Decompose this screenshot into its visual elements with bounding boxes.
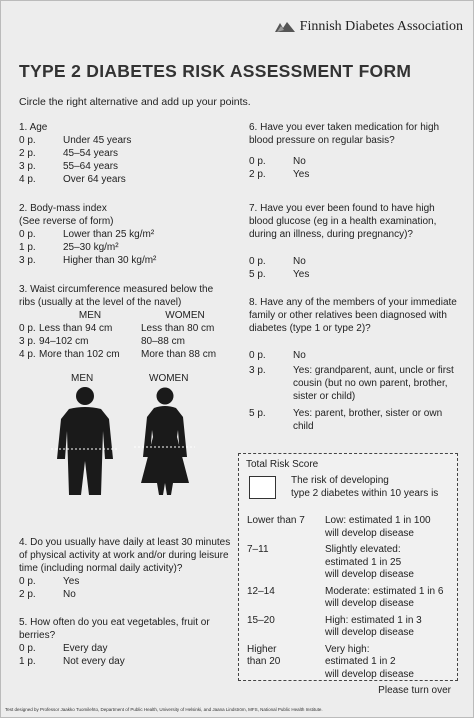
question-4	[19, 536, 231, 601]
question-6	[249, 121, 459, 181]
question-7-title: 7. Have you ever been found to have high blood glucose (eg in a health examination, during an illness, during pregnancy)?	[249, 203, 437, 240]
total-risk-score-title: Total Risk Score	[246, 459, 319, 470]
question-2-option[interactable]: 1 p. 25–30 kg/m²	[19, 242, 119, 253]
question-5	[19, 616, 231, 668]
question-3-option[interactable]: 4 p. More than 102 cm More than 88 cm	[19, 349, 217, 360]
women-figure-label: WOMEN	[149, 373, 189, 384]
question-7	[249, 202, 459, 281]
question-3-option[interactable]: 3 p. 94–102 cm 80–88 cm	[19, 336, 185, 347]
org-logo	[274, 19, 463, 35]
question-5-option[interactable]: 0 p. Every day	[19, 643, 108, 654]
risk-row: Higher than 20 Very high: estimated 1 in 2 will develop disease	[247, 643, 414, 680]
form-instructions: Circle the right alternative and add up your points.	[19, 96, 251, 108]
risk-row: 7–11 Slightly elevated: estimated 1 in 25 will develop disease	[247, 544, 414, 580]
question-8	[249, 296, 459, 433]
association-emblem-icon	[274, 20, 296, 34]
men-figure-label: MEN	[71, 373, 94, 384]
question-1-option[interactable]: 4 p. Over 64 years	[19, 174, 126, 185]
risk-description: The risk of developing type 2 diabetes within 10 years is	[291, 475, 439, 499]
waist-figures	[19, 373, 229, 493]
woman-silhouette-icon	[141, 388, 189, 496]
question-7-option[interactable]: 5 p. Yes	[249, 269, 310, 280]
question-4-title: 4. Do you usually have daily at least 30 minutes of physical activity at work and/or during leisure time (including normal daily activity)?	[19, 537, 231, 574]
question-2	[19, 202, 224, 267]
question-2-option[interactable]: 3 p. Higher than 30 kg/m²	[19, 255, 157, 266]
question-5-option[interactable]: 1 p. Not every day	[19, 656, 125, 667]
risk-row: 12–14 Moderate: estimated 1 in 6 will develop disease	[247, 585, 444, 609]
question-1-option[interactable]: 3 p. 55–64 years	[19, 161, 119, 172]
question-1-option[interactable]: 0 p. Under 45 years	[19, 135, 132, 146]
question-8-title: 8. Have any of the members of your immediate family or other relatives been diagnosed with diabetes (type 1 or type 2)?	[249, 297, 457, 334]
question-5-title: 5. How often do you eat vegetables, fruit or berries?	[19, 617, 210, 641]
question-3-header: MEN WOMEN	[78, 310, 205, 321]
man-silhouette-icon	[57, 387, 113, 495]
form-title: TYPE 2 DIABETES RISK ASSESSMENT FORM	[19, 61, 412, 81]
risk-row: 15–20 High: estimated 1 in 3 will develop disease	[247, 614, 422, 638]
risk-table	[247, 515, 457, 685]
question-3-option[interactable]: 0 p. Less than 94 cm Less than 80 cm	[19, 323, 215, 334]
org-name: Finnish Diabetes Association	[299, 19, 463, 34]
question-4-option[interactable]: 2 p. No	[19, 589, 76, 600]
question-4-option[interactable]: 0 p. Yes	[19, 576, 80, 587]
question-2-option[interactable]: 0 p. Lower than 25 kg/m²	[19, 229, 155, 240]
total-risk-score-box	[238, 453, 458, 681]
question-1-title: 1. Age	[19, 122, 48, 133]
question-3	[19, 283, 229, 361]
question-8-option[interactable]: 0 p. No	[249, 350, 306, 361]
question-3-title: 3. Waist circumference measured below the ribs (usually at the level of the navel)	[19, 284, 214, 308]
question-2-title: 2. Body-mass index	[19, 203, 107, 214]
question-6-option[interactable]: 2 p. Yes	[249, 169, 310, 180]
question-7-option[interactable]: 0 p. No	[249, 256, 306, 267]
question-2-subtitle: (See reverse of form)	[19, 216, 114, 227]
question-8-option[interactable]: 3 p. Yes: grandparent, aunt, uncle or first cousin (but no own parent, brother, sister or child)	[249, 365, 454, 402]
question-1-option[interactable]: 2 p. 45–54 years	[19, 148, 119, 159]
question-1	[19, 121, 224, 186]
question-6-title: 6. Have you ever taken medication for high blood pressure on regular basis?	[249, 122, 440, 146]
credits-footer: Test designed by Professor Jaakko Tuomilehto, Department of Public Health, University of Helsinki, and Jaana Lindström, MFS, National Public Health Institute.	[5, 707, 323, 712]
body-silhouettes-icon	[19, 385, 229, 495]
total-score-field[interactable]	[249, 476, 276, 499]
risk-row: Lower than 7 Low: estimated 1 in 100 will develop disease	[247, 515, 431, 539]
question-6-option[interactable]: 0 p. No	[249, 156, 306, 167]
turn-over-note: Please turn over	[378, 685, 451, 696]
question-8-option[interactable]: 5 p. Yes: parent, brother, sister or own child	[249, 408, 443, 432]
